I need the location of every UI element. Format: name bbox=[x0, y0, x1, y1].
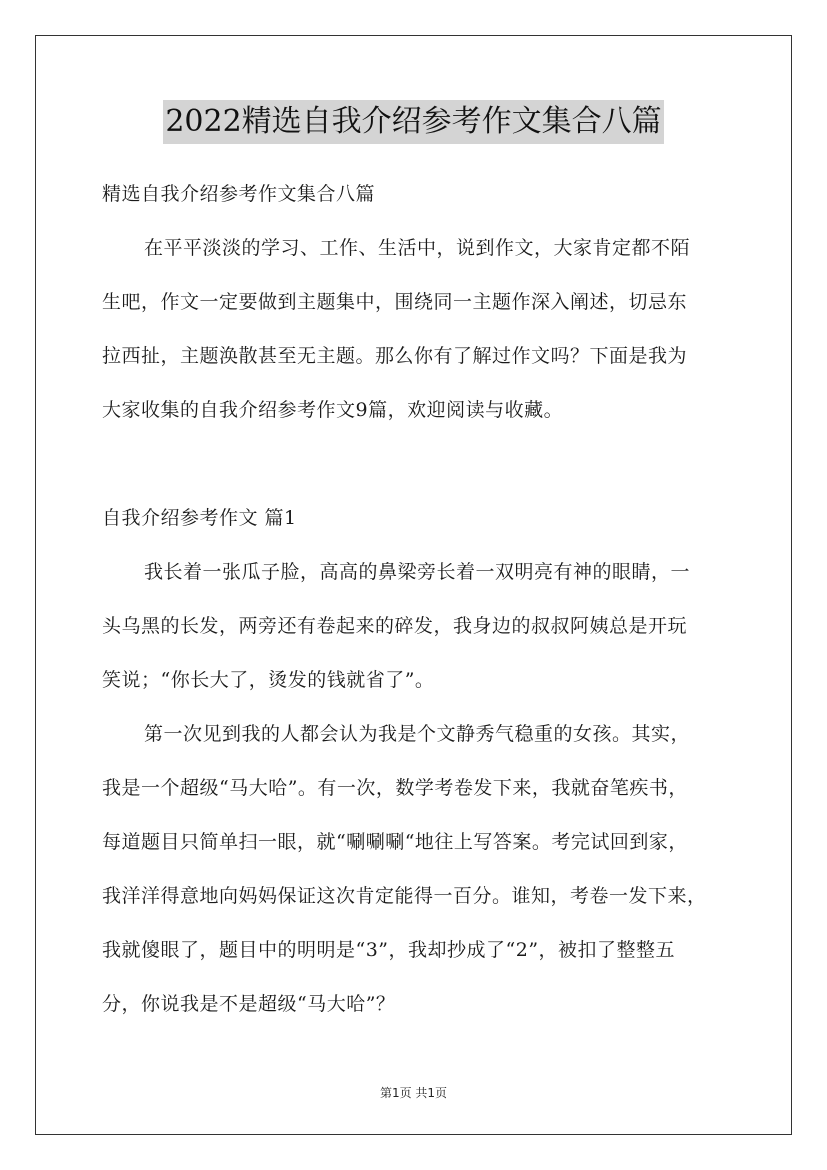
paragraph-line: 第一次见到我的人都会认为我是个文静秀气稳重的女孩。其实， bbox=[144, 723, 691, 745]
paragraph-line: 分，你说我是不是超级“马大哈”？ bbox=[102, 993, 396, 1015]
page-footer: 第1页 共1页 bbox=[379, 1086, 448, 1100]
intro-line: 拉西扯，主题涣散甚至无主题。那么你有了解过作文吗？下面是我为 bbox=[102, 345, 688, 367]
paragraph-line: 我是一个超级“马大哈”。有一次，数学考卷发下来，我就奋笔疾书， bbox=[102, 777, 688, 799]
paragraph-line: 我长着一张瓜子脸，高高的鼻梁旁长着一双明亮有神的眼睛，一 bbox=[144, 561, 691, 583]
subtitle: 精选自我介绍参考作文集合八篇 bbox=[102, 183, 376, 205]
intro-line: 大家收集的自我介绍参考作文9篇，欢迎阅读与收藏。 bbox=[102, 399, 564, 421]
intro-line: 在平平淡淡的学习、工作、生活中，说到作文，大家肯定都不陌 bbox=[144, 237, 691, 259]
paragraph-line: 头乌黑的长发，两旁还有卷起来的碎发，我身边的叔叔阿姨总是开玩 bbox=[102, 615, 688, 637]
intro-line: 生吧，作文一定要做到主题集中，围绕同一主题作深入阐述，切忌东 bbox=[102, 291, 688, 313]
paragraph-line: 我就傻眼了，题目中的明明是“3”，我却抄成了“2”，被扣了整整五 bbox=[102, 939, 676, 961]
paragraph-line: 笑说；“你长大了，烫发的钱就省了”。 bbox=[102, 669, 435, 691]
section-heading: 自我介绍参考作文 篇1 bbox=[102, 507, 297, 529]
title-wrap bbox=[0, 100, 827, 144]
document-title: 2022精选自我介绍参考作文集合八篇 bbox=[163, 100, 663, 144]
paragraph-line: 每道题目只简单扫一眼，就“唰唰唰“地往上写答案。考完试回到家， bbox=[102, 831, 688, 853]
paragraph-line: 我洋洋得意地向妈妈保证这次肯定能得一百分。谁知，考卷一发下来， bbox=[102, 885, 707, 907]
